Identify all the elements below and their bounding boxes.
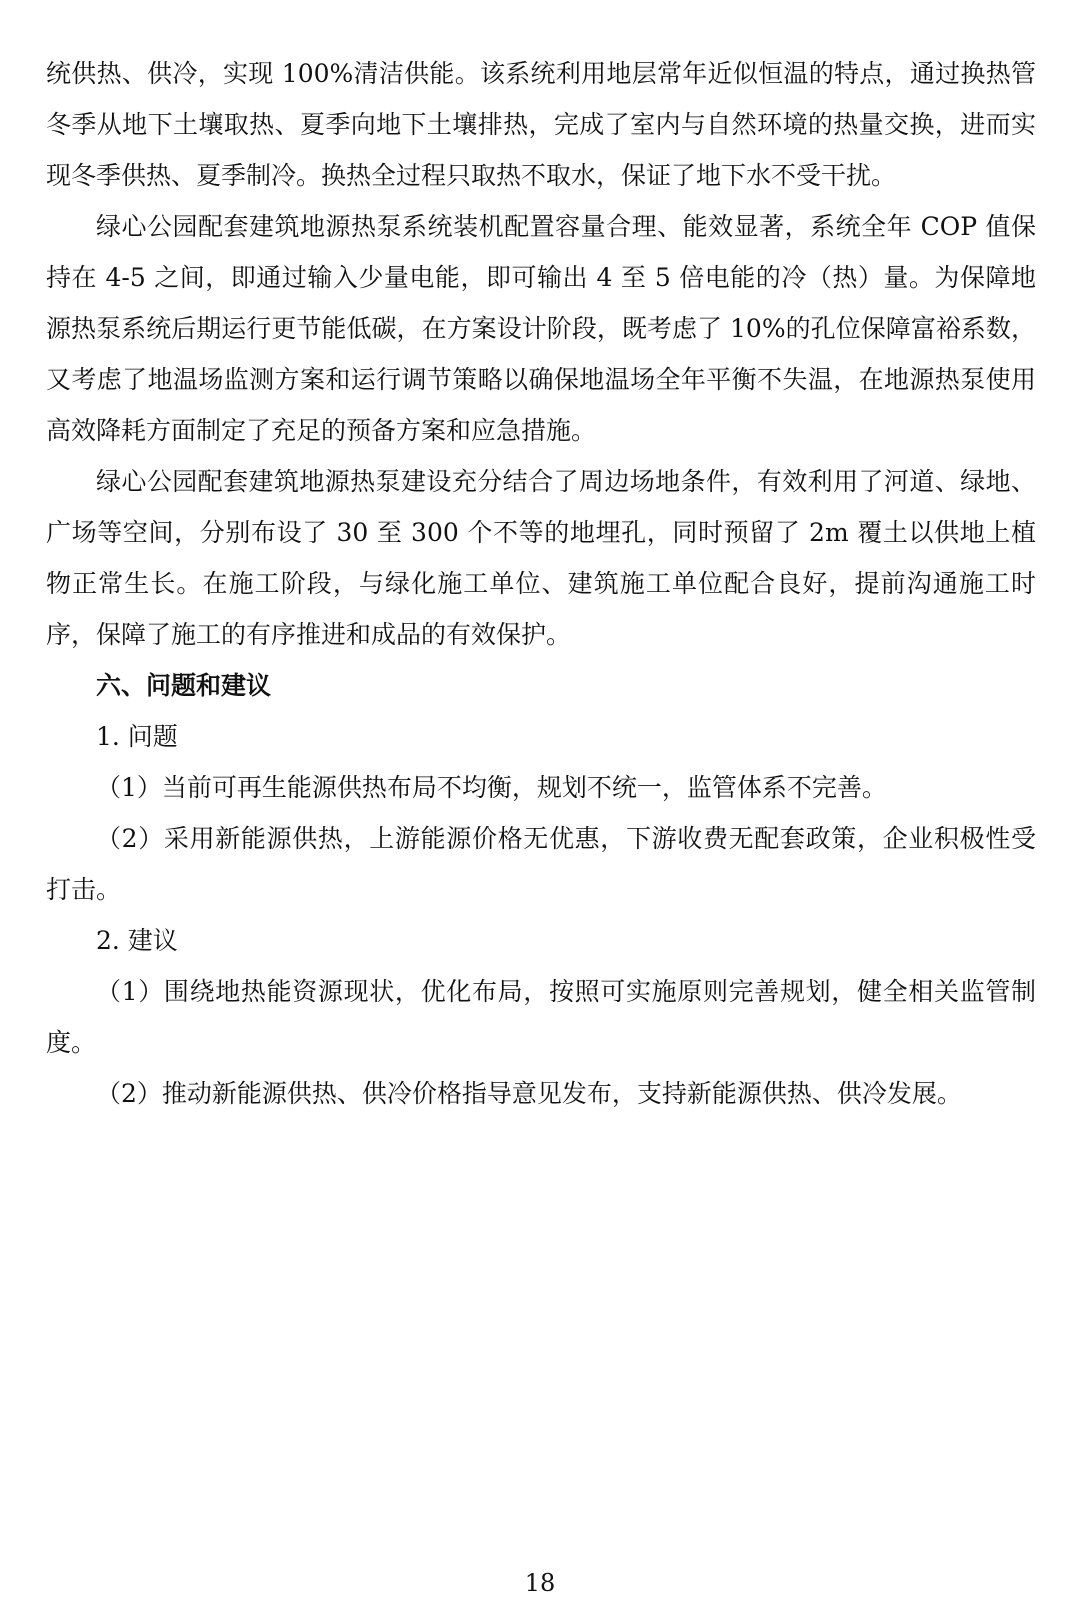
document-body [46, 48, 1036, 1119]
paragraph-construction: 绿心公园配套建筑地源热泵建设充分结合了周边场地条件，有效利用了河道、绿地、广场等空间，分别布设了 30 至 300 个不等的地埋孔，同时预留了 2m 覆土以供地上植物正常生长。在施工阶段，与绿化施工单位、建筑施工单位配合良好，提前沟通施工时序，保障了施工的有序推进和成品的有效保护。 [46, 467, 1036, 649]
suggestion-item-1: （1）围绕地热能资源现状，优化布局，按照可实施原则完善规划，健全相关监管制度。 [46, 977, 1036, 1057]
page-number: 18 [524, 1569, 556, 1597]
subheading-problems: 1. 问题 [96, 722, 178, 751]
paragraph-ground-source-intro: 统供热、供冷，实现 100%清洁供能。该系统利用地层常年近似恒温的特点，通过换热管冬季从地下土壤取热、夏季向地下土壤排热，完成了室内与自然环境的热量交换，进而实现冬季供热、夏季制冷。换热全过程只取热不取水，保证了地下水不受干扰。 [46, 59, 1036, 190]
paragraph-system-efficiency: 绿心公园配套建筑地源热泵系统装机配置容量合理、能效显著，系统全年 COP 值保持在 4-5 之间，即通过输入少量电能，即可输出 4 至 5 倍电能的冷（热）量。为保障地源热泵系统后期运行更节能低碳，在方案设计阶段，既考虑了 10%的孔位保障富裕系数，又考虑了地温场监测方案和运行调节策略以确保地温场全年平衡不失温，在地源热泵使用高效降耗方面制定了充足的预备方案和应急措施。 [46, 212, 1036, 445]
suggestion-item-2: （2）推动新能源供热、供冷价格指导意见发布，支持新能源供热、供冷发展。 [96, 1079, 962, 1108]
problem-item-2: （2）采用新能源供热，上游能源价格无优惠，下游收费无配套政策，企业积极性受打击。 [46, 824, 1036, 904]
section-heading-problems-suggestions: 六、问题和建议 [96, 671, 272, 700]
problem-item-1: （1）当前可再生能源供热布局不均衡，规划不统一，监管体系不完善。 [96, 773, 887, 802]
subheading-suggestions: 2. 建议 [96, 926, 178, 955]
